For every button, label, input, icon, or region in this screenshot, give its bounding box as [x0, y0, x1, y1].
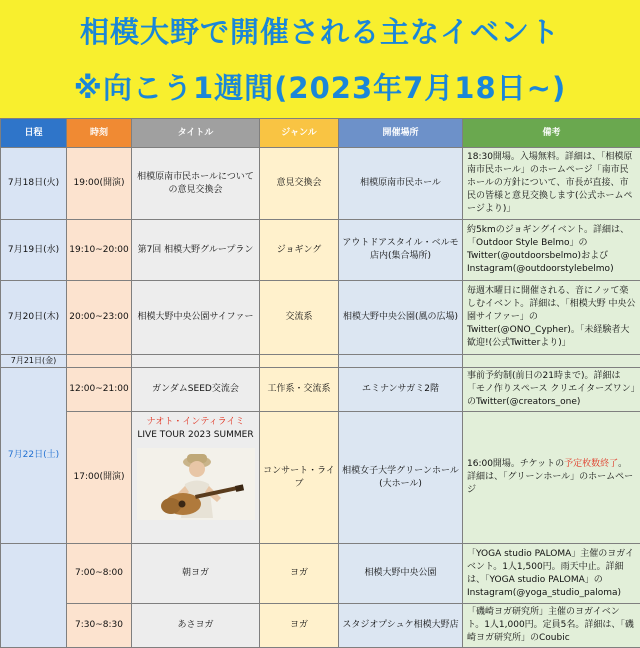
header-date: 日程	[1, 119, 67, 148]
date-cell: 7月19日(水)	[1, 220, 67, 281]
venue-cell: 相模大野中央公園(風の広場)	[339, 281, 463, 355]
empty-cell	[260, 355, 339, 368]
title-cell: あさヨガ	[132, 604, 260, 648]
genre-cell: 交流系	[260, 281, 339, 355]
tour-name: LIVE TOUR 2023 SUMMER	[137, 430, 253, 440]
date-cell: 7月20日(木)	[1, 281, 67, 355]
genre-cell: ヨガ	[260, 544, 339, 604]
venue-cell: 相模原南市民ホール	[339, 148, 463, 220]
table-row	[1, 148, 640, 220]
date-cell: 7月21日(金)	[1, 355, 67, 368]
header-genre: ジャンル	[260, 119, 339, 148]
table-row	[1, 368, 640, 412]
genre-cell: 意見交換会	[260, 148, 339, 220]
title-cell: ガンダムSEED交流会	[132, 368, 260, 412]
genre-cell: ジョギング	[260, 220, 339, 281]
title-cell: 朝ヨガ	[132, 544, 260, 604]
title-cell	[132, 412, 260, 544]
time-cell: 20:00~23:00	[67, 281, 132, 355]
table-row	[1, 355, 640, 368]
header-banner	[0, 0, 640, 118]
time-cell: 17:00(開演)	[67, 412, 132, 544]
time-cell: 19:10~20:00	[67, 220, 132, 281]
table-row	[1, 281, 640, 355]
time-cell: 7:30~8:30	[67, 604, 132, 648]
note-cell: 「YOGA studio PALOMA」主催のヨガイベント。1人1,500円。雨天中止。詳細は、「YOGA studio PALOMA」のInstagram(@yoga_studio_paloma)	[463, 544, 640, 604]
guitar-player-photo	[137, 448, 255, 520]
venue-cell: 相模大野中央公園	[339, 544, 463, 604]
time-cell: 7:00~8:00	[67, 544, 132, 604]
note-cell: 約5kmのジョギングイベント。詳細は、「Outdoor Style Belmo」のTwitter(@outdoorsbelmo)およびInstagram(@outdoorstylebelmo)	[463, 220, 640, 281]
time-cell: 19:00(開演)	[67, 148, 132, 220]
empty-cell	[132, 355, 260, 368]
title-cell: 第7回 相模大野グループラン	[132, 220, 260, 281]
venue-cell: エミナンサガミ2階	[339, 368, 463, 412]
date-cell: 7月22日(土)	[1, 368, 67, 544]
empty-cell	[67, 355, 132, 368]
table-row	[1, 544, 640, 604]
date-cell: 7月18日(火)	[1, 148, 67, 220]
event-table	[0, 118, 640, 648]
header-time: 時刻	[67, 119, 132, 148]
header-note: 備考	[463, 119, 640, 148]
date-cell	[1, 544, 67, 648]
venue-cell: アウトドアスタイル・ベルモ店内(集合場所)	[339, 220, 463, 281]
venue-cell: スタジオプシュケ相模大野店	[339, 604, 463, 648]
note-cell: 事前予約制(前日の21時まで)。詳細は「モノ作りスペース クリエイターズワン」のTwitter(@creators_one)	[463, 368, 640, 412]
genre-cell: コンサート・ライブ	[260, 412, 339, 544]
table-row	[1, 220, 640, 281]
empty-cell	[463, 355, 640, 368]
header-title: タイトル	[132, 119, 260, 148]
note-cell: 「磯崎ヨガ研究所」主催のヨガイベント。1人1,000円。定員5名。詳細は、「磯崎ヨガ研究所」のCoubic	[463, 604, 640, 648]
note-cell	[463, 412, 640, 544]
genre-cell: 工作系・交流系	[260, 368, 339, 412]
table-row	[1, 412, 640, 544]
empty-cell	[339, 355, 463, 368]
title-cell: 相模大野中央公園サイファー	[132, 281, 260, 355]
note-cell: 18:30開場。入場無料。詳細は、「相模原南市民ホール」のホームページ「南市民ホールの方針について、市長が直接、市民の皆様と意見交換します(公式ホームページより)」	[463, 148, 640, 220]
artist-name: ナオト・インティライミ	[136, 416, 255, 429]
genre-cell: ヨガ	[260, 604, 339, 648]
title-cell: 相模原南市民ホールについての意見交換会	[132, 148, 260, 220]
note-text: 。詳細は、「グリーンホール」のホームページ	[467, 459, 633, 495]
note-text: 16:00開場。チケットの	[467, 459, 564, 469]
table-row	[1, 604, 640, 648]
sold-out-notice: 予定枚数終了	[564, 459, 618, 469]
page-title: 相模大野で開催される主なイベント	[0, 10, 640, 51]
table-header-row	[1, 119, 640, 148]
venue-cell: 相模女子大学グリーンホール(大ホール)	[339, 412, 463, 544]
note-cell: 毎週木曜日に開催される、音にノッて楽しむイベント。詳細は、「相模大野 中央公園サイファー」のTwitter(@ONO_Cypher)。「未経験者大歓迎!(公式Twitterより)」	[463, 281, 640, 355]
page-subtitle: ※向こう1週間(2023年7月18日~)	[0, 66, 640, 107]
header-venue: 開催場所	[339, 119, 463, 148]
time-cell: 12:00~21:00	[67, 368, 132, 412]
